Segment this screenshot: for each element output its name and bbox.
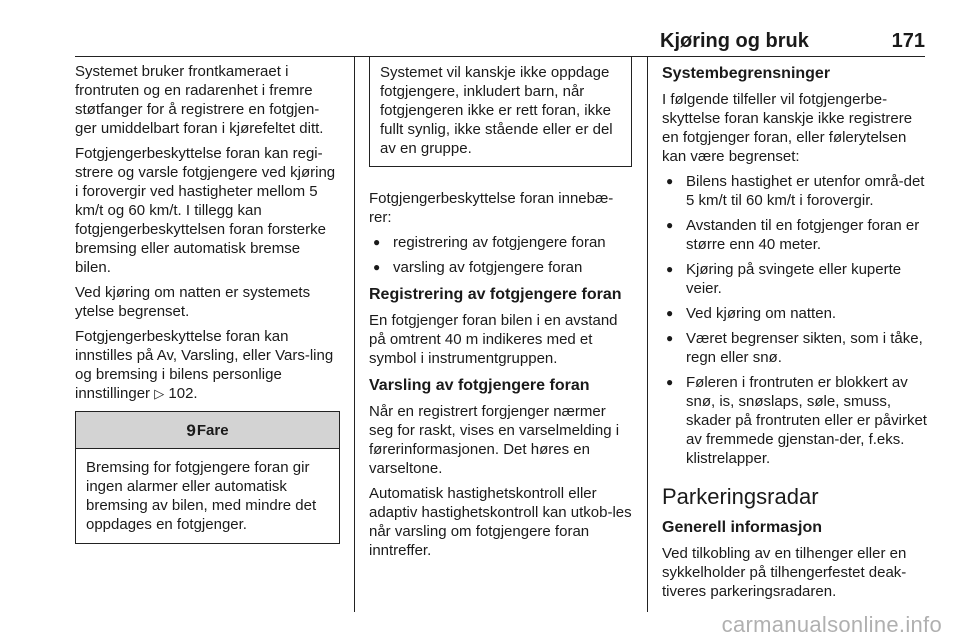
page-reference-icon[interactable]: ▷ — [154, 386, 165, 401]
paragraph: I følgende tilfeller vil fotgjengerbe-skyttelse foran kanskje ikke registrere en fotgjenger foran, eller følerytelsen kan være begrenset: — [662, 91, 913, 165]
bullet-list — [662, 172, 928, 468]
paragraph: Ved kjøring om natten er systemets ytelse begrenset. — [75, 284, 311, 320]
warning-triangle-icon: 9 — [186, 420, 196, 440]
list-item: ● Været begrenser sikten, som i tåke, regn eller snø. — [662, 329, 928, 367]
section-heading: Parkeringsradar — [662, 484, 819, 509]
column-1 — [75, 62, 340, 544]
paragraph: Ved tilkobling av en tilhenger eller en sykkelholder på tilhengerfestet deak-tiveres parkeringsradaren. — [662, 545, 907, 600]
paragraph: Fotgjengerbeskyttelse foran innebæ-rer: — [369, 190, 614, 226]
section-title: Kjøring og bruk — [660, 29, 809, 52]
list-item: ● varsling av fotgjengere foran — [369, 258, 632, 277]
column-3 — [662, 62, 928, 607]
note-box — [369, 57, 632, 167]
list-item: ● Føleren i frontruten er blokkert av snø, is, snøslaps, søle, smuss, skader på frontruten eller er påvirket av fremmede gjenstan-der, f.eks. klistrelapper. — [662, 373, 928, 468]
paragraph: Automatisk hastighetskontroll eller adaptiv hastighetskontroll kan utkob-les når varsling om fotgjengere foran inntreffer. — [369, 485, 632, 559]
column-divider-1 — [354, 57, 355, 612]
page-header — [660, 28, 925, 54]
paragraph: Fotgjengerbeskyttelse foran kan regi-strere og varsle fotgjengere ved kjøring i forovergir ved hastigheter mellom 5 km/t og 60 km/t. I tillegg kan fotgjengerbeskyttelsen foran forsterke bremsing eller automatisk bremse bilen. — [75, 145, 336, 276]
danger-box — [75, 411, 340, 544]
list-item: ● Bilens hastighet er utenfor områ-det 5 km/t til 60 km/t i forovergir. — [662, 172, 928, 210]
danger-label: Fare — [196, 421, 229, 439]
paragraph-text: Fotgjengerbeskyttelse foran kan innstilles på Av, Varsling, eller Vars-ling og bremsing i bilens personlige innstillinger — [75, 328, 334, 402]
paragraph-settings — [75, 327, 340, 403]
list-item: ● Avstanden til en fotgjenger foran er større enn 40 meter. — [662, 216, 928, 254]
column-2 — [369, 62, 632, 566]
danger-text: Bremsing for fotgjengere foran gir ingen alarmer eller automatisk bremsing av bilen, med mindre det oppdages en fotgjenger. — [86, 459, 317, 533]
page-number: 171 — [891, 29, 925, 52]
subheading: Generell informasjon — [662, 519, 823, 536]
paragraph: Når en registrert forgjenger nærmer seg for raskt, vises en varselmelding i førerinformasjonen. Det høres en varseltone. — [369, 403, 620, 477]
list-item: ● Kjøring på svingete eller kuperte veier. — [662, 260, 928, 298]
subheading: Registrering av fotgjengere foran — [369, 286, 622, 303]
column-divider-2 — [647, 57, 648, 612]
danger-title — [76, 411, 339, 449]
page-reference[interactable]: 102. — [168, 385, 198, 402]
paragraph: En fotgjenger foran bilen i en avstand på omtrent 40 m indikeres med et symbol i instrumentgruppen. — [369, 312, 618, 367]
list-item: ● Ved kjøring om natten. — [662, 304, 928, 323]
watermark: carmanualsonline.info — [721, 612, 942, 637]
paragraph: Systemet bruker frontkameraet i frontruten og en radarenhet i fremre støtfanger for å registrere en fotgjen-ger umiddelbart foran i kjørefeltet ditt. — [75, 63, 324, 137]
subheading: Varsling av fotgjengere foran — [369, 377, 590, 394]
bullet-list — [369, 233, 632, 277]
note-text: Systemet vil kanskje ikke oppdage fotgjengere, inkludert barn, når fotgjengeren ikke er rett foran, ikke fullt synlig, ikke stående eller er del av en gruppe. — [380, 64, 613, 157]
list-item: ● registrering av fotgjengere foran — [369, 233, 632, 252]
subheading: Systembegrensninger — [662, 65, 831, 82]
